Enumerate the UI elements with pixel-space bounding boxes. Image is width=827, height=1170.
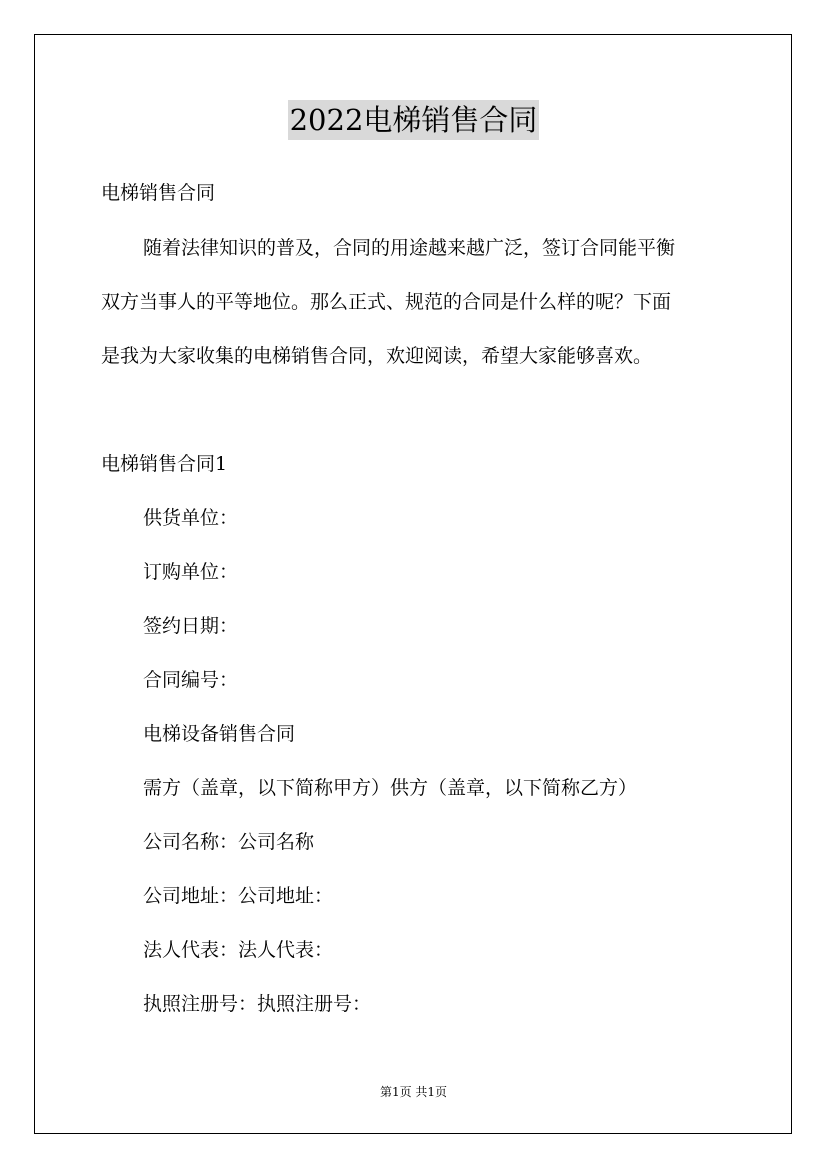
field-company-address: 公司地址：公司地址： xyxy=(143,885,334,907)
field-company-name: 公司名称：公司名称 xyxy=(143,831,315,853)
field-contract-number: 合同编号： xyxy=(143,669,239,691)
field-sign-date: 签约日期： xyxy=(143,615,239,637)
field-supplier: 供货单位： xyxy=(143,507,239,529)
field-license-number: 执照注册号：执照注册号： xyxy=(143,993,372,1015)
parties-line: 需方（盖章，以下简称甲方）供方（盖章，以下简称乙方） xyxy=(143,777,638,799)
intro-line-3: 是我为大家收集的电梯销售合同，欢迎阅读，希望大家能够喜欢。 xyxy=(101,345,653,367)
intro-line-2: 双方当事人的平等地位。那么正式、规范的合同是什么样的呢？下面 xyxy=(101,291,672,313)
document-title: 2022电梯销售合同 xyxy=(288,100,540,140)
field-purchaser: 订购单位： xyxy=(143,561,239,583)
contract-subtitle: 电梯设备销售合同 xyxy=(143,723,296,745)
title-container xyxy=(0,100,827,140)
document-heading: 电梯销售合同 xyxy=(101,182,216,204)
field-legal-representative: 法人代表：法人代表： xyxy=(143,939,334,961)
section-heading: 电梯销售合同1 xyxy=(101,453,228,475)
intro-line-1: 随着法律知识的普及，合同的用途越来越广泛，签订合同能平衡 xyxy=(143,237,676,259)
page-footer: 第1页 共1页 xyxy=(379,1085,448,1099)
